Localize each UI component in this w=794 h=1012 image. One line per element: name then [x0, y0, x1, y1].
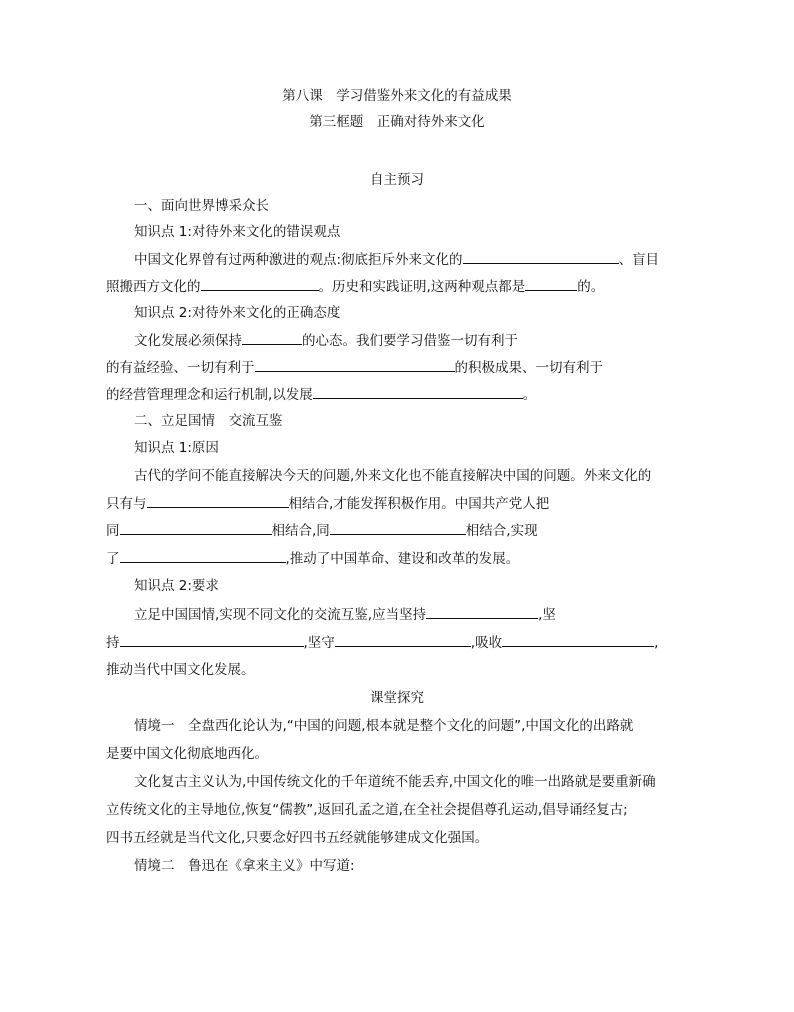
- fill-blank[interactable]: [120, 632, 304, 647]
- text: 。: [522, 387, 537, 403]
- text: 相结合,实现: [465, 523, 538, 539]
- s2-kp2-line1: [134, 604, 556, 625]
- text: 的有益经验、一切有利于: [106, 360, 255, 376]
- text: ,推动了中国革命、建设和改革的发展。: [285, 551, 520, 567]
- scenario2-line1: 情境二 鲁迅在《拿来主义》中写道:: [134, 858, 355, 874]
- fill-blank[interactable]: [426, 604, 538, 619]
- s2-kp2-heading: 知识点 2:要求: [134, 578, 219, 594]
- scenario1-line4: 立传统文化的主导地位,恢复“儒教”,返回孔孟之道,在全社会提倡尊孔运动,倡导诵经复古;: [106, 802, 628, 818]
- text: 的心态。我们要学习借鉴一切有利于: [302, 333, 518, 349]
- scenario1-line3: 文化复古主义认为,中国传统文化的千年道统不能丢弃,中国文化的唯一出路就是要重新确: [134, 774, 656, 790]
- text: 中国文化界曾有过两种激进的观点:彻底拒斥外来文化的: [134, 252, 463, 268]
- fill-blank[interactable]: [335, 632, 471, 647]
- fill-blank[interactable]: [147, 493, 289, 508]
- s1-kp1-line2: [106, 276, 604, 297]
- class-heading: 课堂探究: [370, 690, 424, 706]
- s2-kp1-heading: 知识点 1:原因: [134, 440, 219, 456]
- s2-kp1-line2: [106, 493, 549, 514]
- text: ,坚守: [303, 635, 335, 651]
- s1-kp2-line3: [106, 384, 536, 405]
- s2-kp2-line3: 推动当代中国文化发展。: [106, 662, 255, 678]
- s1-kp2-line1: [134, 330, 518, 351]
- fill-blank[interactable]: [502, 632, 654, 647]
- text: ,: [654, 635, 659, 651]
- text: 只有与: [106, 496, 147, 512]
- fill-blank[interactable]: [313, 384, 523, 399]
- lesson-title: 第八课 学习借鉴外来文化的有益成果: [282, 88, 512, 104]
- text: 、盲目: [618, 252, 660, 268]
- text: ,坚: [538, 607, 556, 623]
- section1-heading: 一、面向世界博采众长: [134, 198, 269, 214]
- s2-kp1-line3: [106, 520, 538, 541]
- fill-blank[interactable]: [525, 276, 577, 291]
- s1-kp1-line1: [134, 249, 659, 270]
- fill-blank[interactable]: [255, 357, 455, 372]
- s2-kp2-line2: [106, 632, 658, 653]
- fill-blank[interactable]: [120, 548, 286, 563]
- text: 相结合,才能发挥积极作用。中国共产党人把: [288, 496, 550, 512]
- text: 了: [106, 551, 120, 567]
- s2-kp1-line4: [106, 548, 519, 569]
- text: 持: [106, 635, 120, 651]
- scenario1-line1: 情境一 全盘西化论认为,“中国的问题,根本就是整个文化的问题”,中国文化的出路就: [134, 718, 634, 734]
- text: ,吸收: [470, 635, 503, 651]
- text: 文化发展必须保持: [134, 333, 242, 349]
- fill-blank[interactable]: [201, 276, 319, 291]
- s1-kp1-heading: 知识点 1:对待外来文化的错误观点: [134, 224, 341, 240]
- scenario1-line2: 是要中国文化彻底地西化。: [106, 746, 268, 762]
- text: 的。: [577, 279, 605, 295]
- text: 的积极成果、一切有利于: [454, 360, 603, 376]
- section2-heading: 二、立足国情 交流互鉴: [134, 413, 283, 429]
- preview-heading: 自主预习: [370, 172, 424, 188]
- text: 。历史和实践证明,这两种观点都是: [318, 279, 526, 295]
- text: 的经营管理理念和运行机制,以发展: [106, 387, 313, 403]
- fill-blank[interactable]: [120, 520, 272, 535]
- s2-kp1-line1: 古代的学问不能直接解决今天的问题,外来文化也不能直接解决中国的问题。外来文化的: [134, 468, 652, 484]
- s1-kp2-line2: [106, 357, 603, 378]
- text: 立足中国国情,实现不同文化的交流互鉴,应当坚持: [134, 607, 427, 623]
- fill-blank[interactable]: [463, 249, 619, 264]
- text: 照搬西方文化的: [106, 279, 201, 295]
- fill-blank[interactable]: [242, 330, 302, 345]
- lesson-subtitle: 第三框题 正确对待外来文化: [309, 114, 485, 130]
- text: 同: [106, 523, 120, 539]
- text: 相结合,同: [271, 523, 330, 539]
- s1-kp2-heading: 知识点 2:对待外来文化的正确态度: [134, 305, 341, 321]
- scenario1-line5: 四书五经就是当代文化,只要念好四书五经就能够建成文化强国。: [106, 830, 489, 846]
- fill-blank[interactable]: [330, 520, 466, 535]
